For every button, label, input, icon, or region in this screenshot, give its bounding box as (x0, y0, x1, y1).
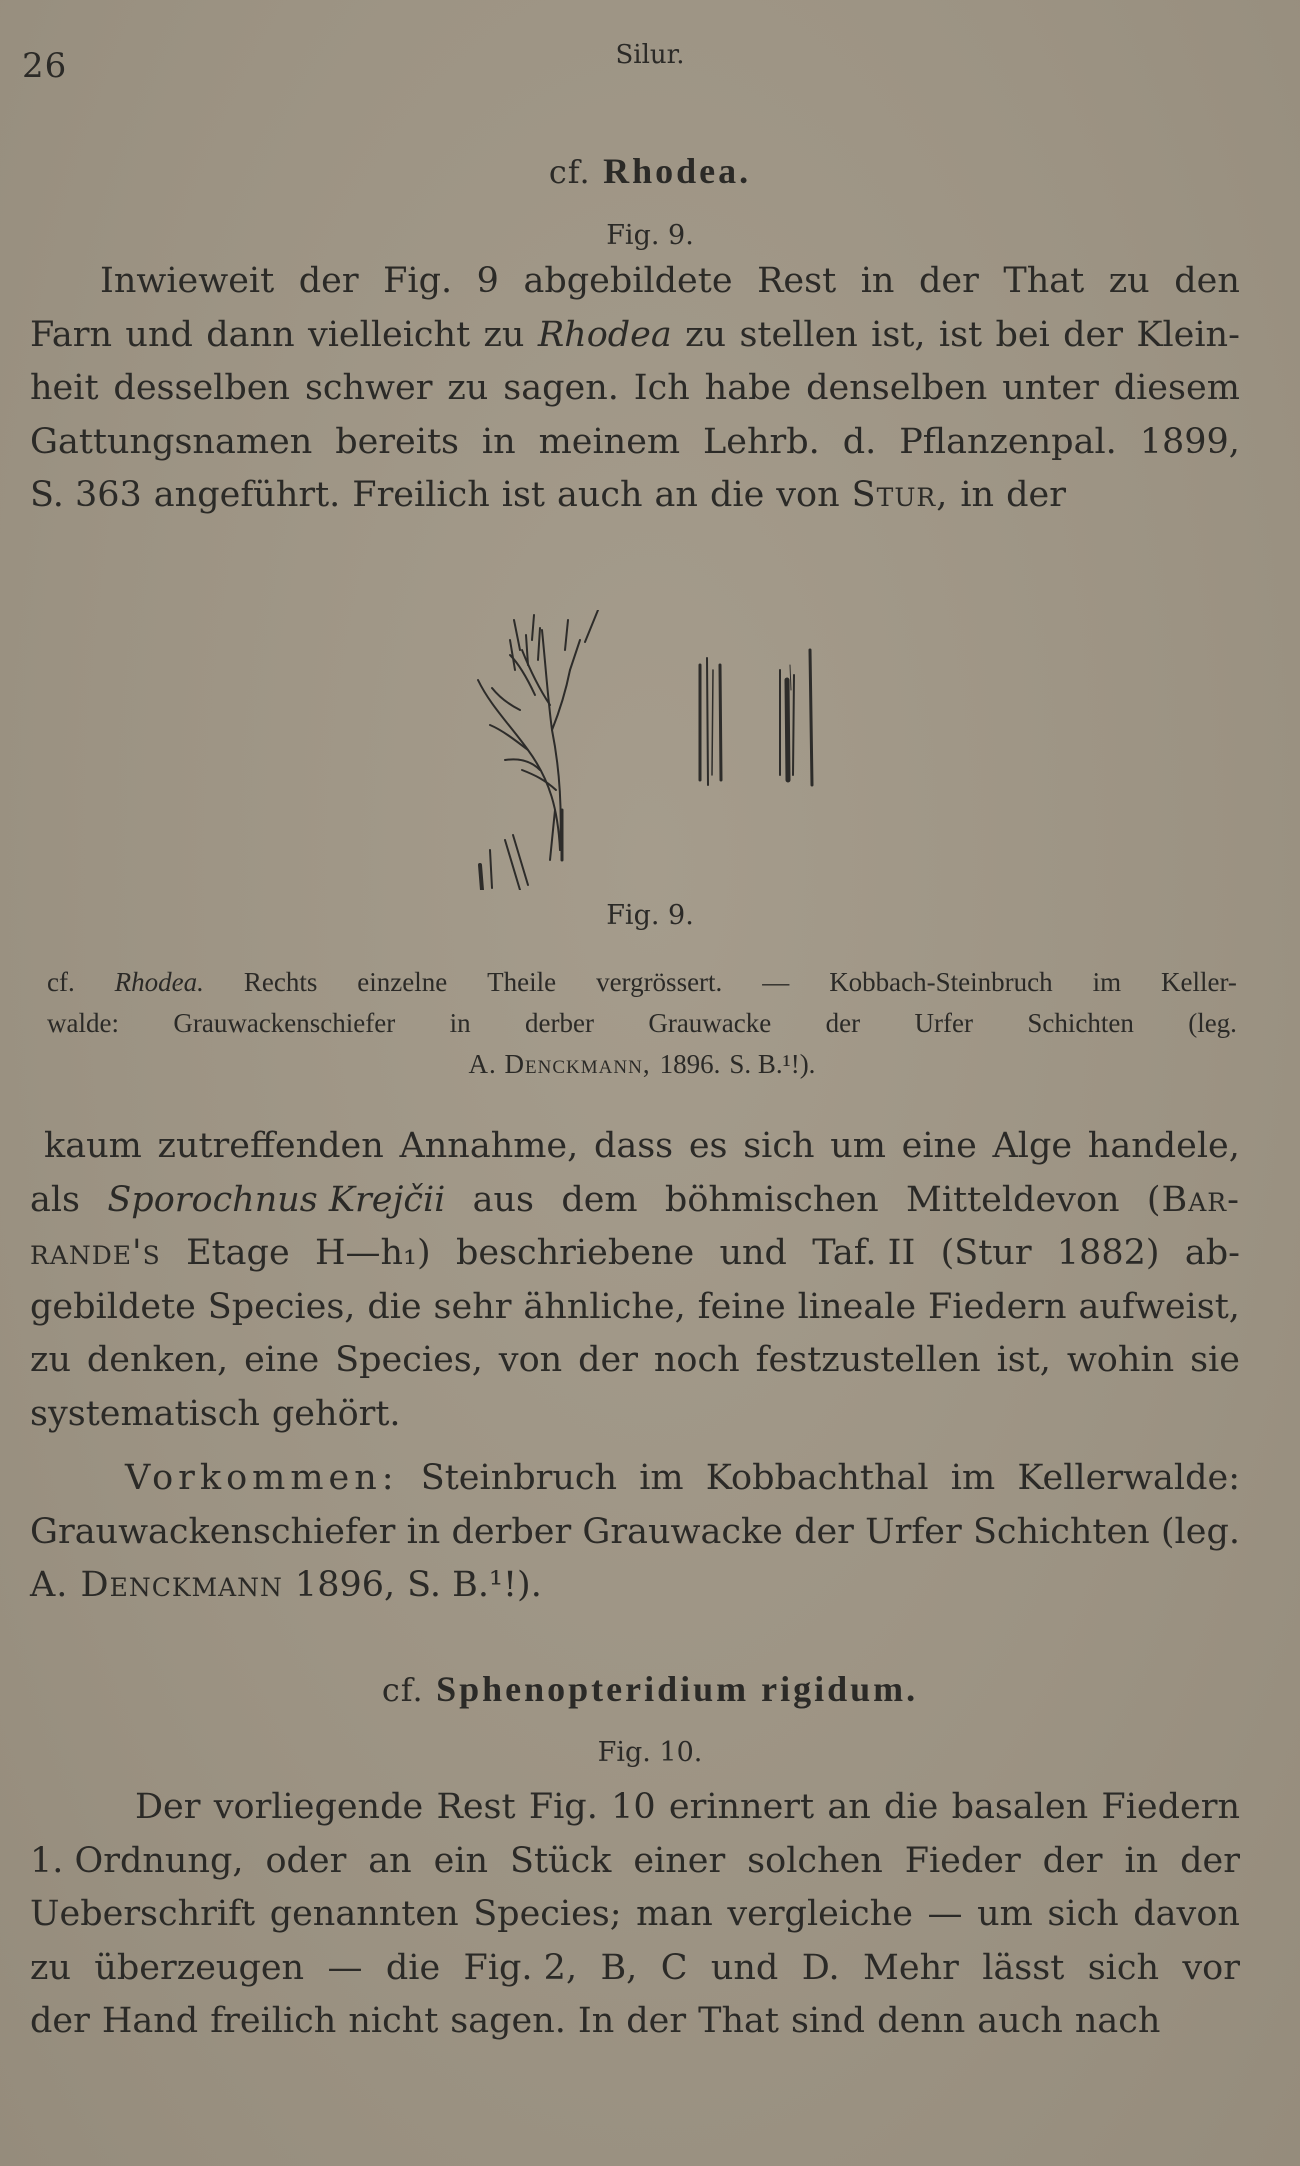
text-line (30, 255, 1240, 309)
word: 1896. (659, 1049, 721, 1079)
text-line (30, 469, 1240, 523)
word: denselben (806, 368, 988, 408)
text-line (30, 1942, 1240, 1996)
word: — (927, 1894, 963, 1934)
word: 1882) (1056, 1233, 1160, 1273)
word: Grauwackenschiefer (173, 1008, 396, 1038)
word: erinnert (668, 1787, 815, 1827)
text-line (47, 1003, 1237, 1044)
word: Sporochnus Krejčii (107, 1179, 446, 1220)
word: Stück (510, 1840, 612, 1881)
text-line (47, 1044, 1237, 1085)
word: nach (1074, 2001, 1161, 2041)
word: Fig. 2, (463, 1947, 578, 1988)
word: der (1042, 1840, 1103, 1881)
word: vergleiche (727, 1894, 913, 1934)
section-heading-sphenopteridium (0, 1668, 1300, 1710)
word: sich (743, 1126, 815, 1166)
word: um (977, 1894, 1033, 1934)
word: dass (593, 1126, 674, 1166)
word: diesem (1113, 368, 1240, 408)
word: die (385, 1947, 441, 1988)
word: Grauwackenschiefer (30, 1511, 396, 1552)
word: A. Denckmann (30, 1565, 283, 1605)
word: der (1180, 1840, 1240, 1881)
heading-prefix: cf. (548, 153, 591, 191)
word: 10 (611, 1787, 656, 1827)
word: abgebildete (523, 261, 733, 301)
word: habe (704, 368, 792, 408)
word: Fieder (904, 1840, 1021, 1881)
word: aus (472, 1179, 535, 1220)
word: sich (1047, 1894, 1119, 1934)
word: Grauwacke (582, 1511, 783, 1552)
word: noch (653, 1340, 740, 1380)
word: A. Denckmann, (468, 1049, 651, 1079)
word: auch (556, 475, 643, 515)
word: — (762, 967, 790, 997)
text-line (47, 962, 1237, 1003)
word: sich (1087, 1947, 1159, 1988)
word: Species; (473, 1894, 622, 1934)
word: Kobbach-Steinbruch (829, 967, 1053, 997)
word: Farn (30, 314, 113, 355)
paragraph (30, 1120, 1240, 1441)
word: Species, (335, 1340, 483, 1380)
word: eine (244, 1340, 320, 1380)
word: zutreffenden (157, 1126, 384, 1166)
word: sagen. (450, 2001, 566, 2041)
word: stellen (739, 314, 858, 355)
word: lässt (982, 1947, 1065, 1988)
text-line (30, 1506, 1240, 1560)
word: denken, (86, 1340, 229, 1380)
word: Alge (992, 1126, 1073, 1166)
word: In (577, 2001, 615, 2041)
word: Urfer (914, 1008, 973, 1038)
word: Taf. II (812, 1233, 916, 1273)
word: B, (600, 1947, 638, 1988)
word: und (719, 1233, 787, 1273)
figure-reference: Fig. 10. (597, 1737, 703, 1768)
word: H—h₁) (314, 1233, 431, 1273)
word: Freilich (352, 475, 490, 515)
word: Fig. (528, 1787, 598, 1827)
word: der (578, 1340, 638, 1380)
text-line (30, 1452, 1240, 1506)
heading-prefix: cf. (381, 1671, 424, 1709)
word: (leg. (1188, 1008, 1237, 1038)
heading-title: Sphenopteridium rigidum. (436, 1669, 919, 1709)
word: meinem (538, 421, 681, 462)
word: Rest (757, 261, 837, 301)
word: S. B.¹!). (729, 1049, 816, 1079)
text-line (30, 1781, 1240, 1835)
word: sie (1190, 1340, 1240, 1380)
paragraph (30, 255, 1240, 523)
word: in (406, 1511, 441, 1552)
word: ab- (1184, 1233, 1240, 1273)
word: zu (685, 314, 727, 355)
word: Inwieweit (100, 261, 275, 301)
word: Steinbruch (420, 1458, 618, 1498)
word: Mitteldevon (905, 1179, 1120, 1220)
word: dann (206, 314, 295, 355)
word: Der (135, 1787, 201, 1827)
word: Fig. (383, 261, 453, 301)
word: Mehr (863, 1947, 959, 1988)
word: lineale (797, 1286, 917, 1327)
word: Schichten (1027, 1008, 1134, 1038)
word: der (794, 1511, 854, 1552)
text-line (30, 1388, 1240, 1442)
word: ist (938, 314, 983, 355)
word: basalen (951, 1787, 1089, 1827)
word: Theile (487, 967, 557, 997)
word: unter (1002, 368, 1099, 408)
word: (Bar- (1146, 1179, 1240, 1220)
word: böhmischen (664, 1179, 879, 1220)
word: feine (697, 1286, 786, 1327)
word: einzelne (357, 967, 448, 997)
word: den (1174, 261, 1240, 301)
paragraph-vorkommen (30, 1452, 1240, 1613)
text-line (30, 1835, 1240, 1889)
word: eine (901, 1126, 977, 1166)
word: angeführt. (153, 475, 341, 515)
word: S. 363 (30, 475, 142, 515)
word: zu (447, 368, 489, 408)
word: oder (265, 1840, 347, 1881)
word: an (827, 1787, 871, 1827)
word: aufweist, (1078, 1286, 1240, 1327)
word: ist, (871, 314, 926, 355)
word: Urfer (865, 1511, 962, 1552)
word: um (830, 1126, 886, 1166)
text-line (30, 1559, 1240, 1613)
word: der (30, 2001, 90, 2041)
word: in (1124, 1840, 1159, 1881)
word: Kellerwalde: (1017, 1458, 1240, 1498)
word: (Stur (940, 1233, 1032, 1273)
word: Stur, (851, 475, 949, 515)
running-head: Silur. (615, 40, 685, 70)
word: als (30, 1179, 81, 1220)
word: in (481, 421, 516, 462)
word: der (1063, 314, 1123, 355)
word: Fiedern (928, 1286, 1067, 1327)
word: von (776, 475, 840, 515)
word: 1896, (294, 1565, 396, 1605)
word: 9 (476, 261, 499, 301)
word: Species, (207, 1286, 356, 1327)
word: ist, (996, 1340, 1051, 1380)
word: wohin (1066, 1340, 1175, 1380)
word: bereits (335, 421, 459, 462)
word: sagen. (503, 368, 619, 408)
fossil-figure-9 (410, 610, 850, 890)
figure-caption (47, 962, 1237, 1085)
word: cf. (47, 967, 75, 997)
word: auch (977, 2001, 1063, 2041)
word: solchen (747, 1840, 883, 1881)
word: That (698, 2001, 779, 2041)
section-heading-rhodea (0, 150, 1300, 192)
word: die (367, 1286, 422, 1327)
word: d. (842, 421, 877, 462)
word: kaum (44, 1126, 142, 1166)
word: systematisch (30, 1393, 260, 1434)
word: vor (1182, 1947, 1240, 1988)
word: Keller- (1161, 967, 1237, 997)
word: in (860, 261, 895, 301)
word: Grauwacke (648, 1008, 772, 1038)
word: zu (30, 1340, 71, 1380)
word: der (918, 261, 979, 301)
word: Pflanzenpal. (899, 421, 1117, 462)
text-line (30, 1334, 1240, 1388)
paragraph (30, 1781, 1240, 2049)
word: im (1092, 967, 1122, 997)
page-number: 26 (22, 46, 68, 86)
word: That (1003, 261, 1085, 301)
word: vorliegende (213, 1787, 424, 1827)
word: die (709, 475, 765, 515)
word: Lehrb. (703, 421, 820, 462)
word: Klein- (1136, 314, 1240, 355)
word: man (636, 1894, 713, 1934)
word: S. B.¹!). (407, 1565, 542, 1605)
text-line (30, 309, 1240, 363)
word: walde: (47, 1008, 119, 1038)
word: nicht (348, 2001, 439, 2041)
word: in (960, 475, 995, 515)
word: Fiedern (1101, 1787, 1240, 1827)
word: derber (451, 1511, 572, 1552)
text-line (30, 1995, 1240, 2049)
word: von (498, 1340, 563, 1380)
word: bei (995, 314, 1050, 355)
word: der (298, 261, 359, 301)
word: im (950, 1458, 996, 1498)
word: beschriebene (455, 1233, 695, 1273)
word: und (125, 314, 193, 355)
word: Vorkommen: (125, 1458, 399, 1498)
word: — (327, 1947, 363, 1988)
word: zu (1108, 261, 1150, 301)
word: zu (30, 1947, 71, 1988)
text-line (30, 1888, 1240, 1942)
word: zu (483, 314, 525, 355)
word: desselben (113, 368, 291, 408)
word: 1. Ordnung, (30, 1840, 244, 1881)
word: vergrössert. (596, 967, 723, 997)
word: sind (790, 2001, 866, 2041)
fossil-sketch-illustration (410, 610, 850, 890)
word: Rechts (243, 967, 318, 997)
figure-label: Fig. 9. (606, 900, 694, 931)
word: einer (633, 1840, 726, 1881)
word: Gattungsnamen (30, 421, 313, 462)
word: festzustellen (755, 1340, 981, 1380)
word: der (1006, 475, 1066, 515)
word: an (368, 1840, 412, 1881)
word: an (654, 475, 698, 515)
word: Schichten (972, 1511, 1150, 1552)
word: D. (801, 1947, 840, 1988)
word: heit (30, 368, 99, 408)
word: 1899, (1139, 421, 1240, 462)
word: Rhodea. (114, 967, 204, 997)
word: Hand (101, 2001, 199, 2041)
figure-reference: Fig. 9. (606, 220, 694, 251)
word: sehr (433, 1286, 512, 1327)
word: Annahme, (399, 1126, 579, 1166)
text-line (30, 1174, 1240, 1228)
word: Rhodea (537, 314, 672, 355)
word: der (626, 2001, 687, 2041)
word: C (660, 1947, 688, 1988)
word: davon (1133, 1894, 1240, 1934)
word: freilich (210, 2001, 337, 2041)
word: überzeugen (94, 1947, 305, 1988)
word: ist (501, 475, 545, 515)
text-line (30, 1227, 1240, 1281)
word: gehört. (271, 1393, 401, 1434)
word: Rest (436, 1787, 516, 1827)
word: Kobbachthal (705, 1458, 929, 1498)
word: vielleicht (307, 314, 471, 355)
word: (leg. (1160, 1511, 1240, 1552)
text-line (30, 1281, 1240, 1335)
text-line (30, 362, 1240, 416)
word: im (639, 1458, 684, 1498)
word: Ich (633, 368, 690, 408)
word: Etage (186, 1233, 290, 1273)
word: handele, (1087, 1126, 1240, 1166)
word: Ueberschrift (30, 1894, 256, 1934)
word: in (449, 1008, 471, 1038)
text-line (30, 416, 1240, 470)
word: und (710, 1947, 779, 1988)
word: derber (525, 1008, 594, 1038)
word: es (688, 1126, 728, 1166)
word: die (884, 1787, 939, 1827)
word: ähnliche, (523, 1286, 686, 1327)
word: dem (561, 1179, 638, 1220)
text-line (30, 1120, 1240, 1174)
word: gebildete (30, 1286, 196, 1327)
word: denn (877, 2001, 966, 2041)
word: ein (433, 1840, 489, 1881)
word: schwer (304, 368, 433, 408)
word: der (825, 1008, 861, 1038)
heading-title: Rhodea. (603, 151, 752, 191)
word: rande's (30, 1233, 161, 1273)
word: genannten (269, 1894, 459, 1934)
